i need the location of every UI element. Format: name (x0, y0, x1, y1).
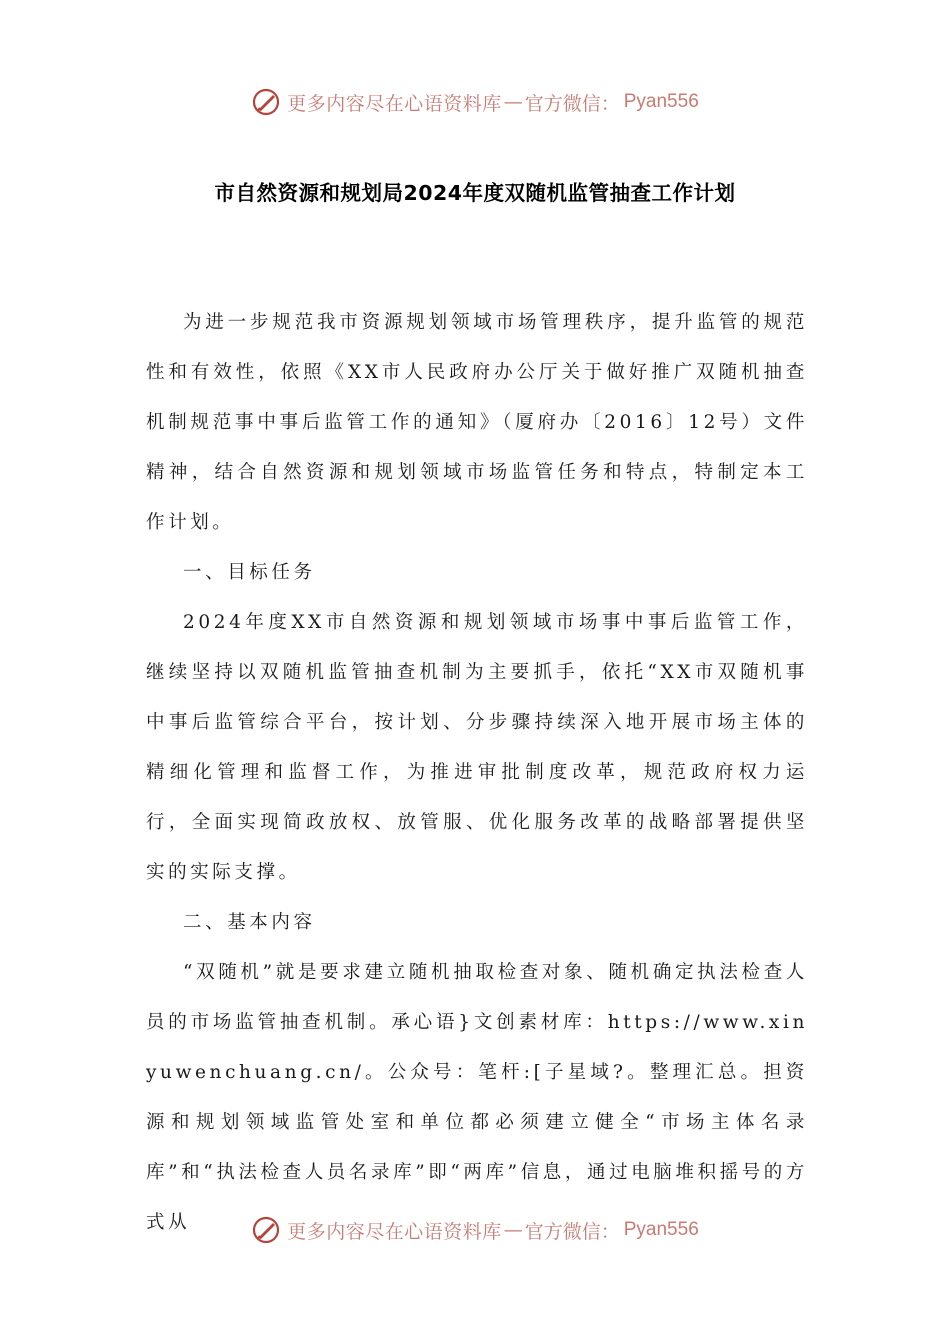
banner-separator: — (503, 1219, 523, 1241)
banner-label: 官方微信： (524, 92, 620, 115)
banner-label: 官方微信： (524, 1220, 620, 1243)
paragraph-intro: 为进一步规范我市资源规划领域市场管理秩序，提升监管的规范性和有效性，依照《XX市人民政府办公厅关于做好推广双随机抽查机制规范事中事后监管工作的通知》（厦府办〔2016〕12号）文件精神，结合自然资源和规划领域市场监管任务和特点，特制定本工作计划。 (146, 312, 808, 533)
section-heading-goals: 一、目标任务 (183, 562, 316, 583)
banner-handle: Pyan556 (623, 1219, 699, 1240)
quill-pen-logo-icon (251, 1215, 281, 1245)
header-banner (0, 82, 950, 122)
footer-banner (0, 1210, 950, 1250)
paragraph-goals: 2024年度XX市自然资源和规划领域市场事中事后监管工作，继续坚持以双随机监管抽查机制为主要抓手，依托“XX市双随机事中事后监管综合平台，按计划、分步骤持续深入地开展市场主体的精细化管理和监督工作，为推进审批制度改革，规范政府权力运行，全面实现简政放权、放管服、优化服务改革的战略部署提供坚实的实际支撑。 (146, 612, 808, 883)
banner-text: 更多内容尽在心语资料库 (287, 92, 502, 115)
section-heading-content: 二、基本内容 (183, 912, 316, 933)
document-body (146, 298, 808, 1248)
paragraph-content: “双随机”就是要求建立随机抽取检查对象、随机确定执法检查人员的市场监管抽查机制。承心语}文创素材库：https://www.xinyuwenchuang.cn/。公众号：笔杆:[子星域?。整理汇总。担资源和规划领域监管处室和单位都必须建立健全“市场主体名录库”和“执法检查人员名录库”即“两库”信息，通过电脑堆积摇号的方式从 (146, 962, 808, 1233)
banner-text: 更多内容尽在心语资料库 (287, 1220, 502, 1243)
quill-pen-logo-icon (251, 87, 281, 117)
banner-separator: — (503, 91, 523, 113)
document-title: 市自然资源和规划局2024年度双随机监管抽查工作计划 (214, 181, 736, 205)
banner-handle: Pyan556 (623, 91, 699, 112)
